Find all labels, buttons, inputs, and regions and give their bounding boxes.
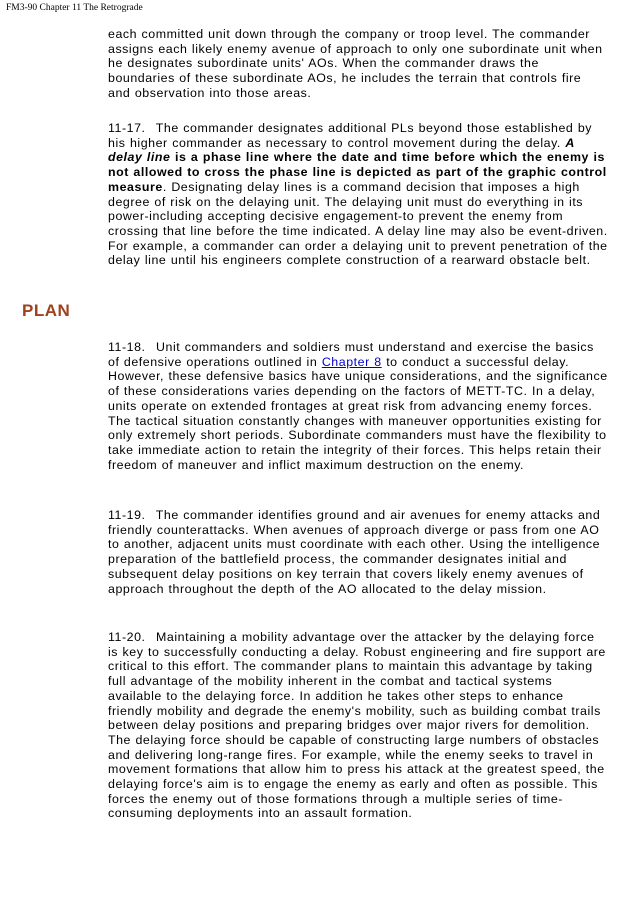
defined-term: A delay line [108,135,575,165]
paragraph-text: to conduct a successful delay. However, these defensive basics have unique considerations, and the significance of these considerations varies depending on the factors of METT-TC. In a delay, units operate on extended frontages at great risk from advancing enemy forces. The tactical situation constantly changes with maneuver opportunities existing for only extremely short periods. Subordinate commanders must have the flexibility to take immediate action to retain the integrity of their forces. This helps retain their freedom of maneuver and inflict maximum destruction on the enemy. [108,354,608,472]
paragraph-text: each committed unit down through the company or troop level. The commander assigns each likely enemy avenue of approach to only one subordinate unit when he designates subordinate units' AOs. When the commander draws the boundaries of these subordinate AOs, he includes the terrain that controls fire and observation into those areas. [108,27,603,100]
section-heading-plan: PLAN [22,301,71,320]
paragraph-11-17 [108,121,608,268]
paragraph-number: 11-18. [108,340,146,354]
running-header: FM3-90 Chapter 11 The Retrograde [6,3,143,13]
paragraph-text: The commander designates additional PLs beyond those established by his higher commander as necessary to control movement during the delay. [108,121,593,150]
paragraph-11-18 [108,340,608,472]
term-definition: is a phase line where the date and time before which the enemy is not allowed to cross the phase line is depicted as part of the graphic control measure [108,150,607,194]
paragraph-text: Unit commanders and soldiers must understand and exercise the basics of defensive operations outlined in [108,340,594,369]
paragraph-text: . Designating delay lines is a command decision that imposes a high degree of risk on the delaying unit. The delaying unit must do everything in its power-including accepting decisive engagement-to prevent the enemy from crossing that line before the time indicated. A delay line may also be event-driven. For example, a commander can order a delaying unit to prevent penetration of the delay line until his engineers complete construction of a rearward obstacle belt. [108,179,608,268]
paragraph-number: 11-17. [108,121,146,135]
chapter-8-link[interactable]: Chapter 8 [321,354,382,369]
paragraph-number: 11-19. [108,508,146,522]
paragraph-number: 11-20. [108,630,146,644]
paragraph-11-19 [108,508,608,596]
paragraph-11-20 [108,630,608,821]
paragraph-continued [108,27,608,101]
paragraph-text: Maintaining a mobility advantage over the attacker by the delaying force is key to successfully conducting a delay. Robust engineering and fire support are critical to this effort. The commander plans to maintain this advantage by taking full advantage of the mobility inherent in the combat and tactical systems available to the delaying force. In addition he takes other steps to enhance friendly mobility and degrade the enemy's mobility, such as building combat trails between delay positions and preparing bridges over major rivers for demolition. The delaying force should be capable of constructing large numbers of obstacles and delivering long-range fires. For example, while the enemy seeks to travel in movement formations that allow him to press his attack at the greatest speed, the delaying force's aim is to engage the enemy as early and often as possible. This forces the enemy out of those formations through a multiple series of time-consuming deployments into an assault formation. [108,630,606,821]
paragraph-text: The commander identifies ground and air avenues for enemy attacks and friendly counterattacks. When avenues of approach diverge or pass from one AO to another, adjacent units must coordinate with each other. Using the intelligence preparation of the battlefield process, the commander designates initial and subsequent delay positions on key terrain that covers likely enemy avenues of approach throughout the depth of the AO allocated to the delay mission. [108,508,601,596]
